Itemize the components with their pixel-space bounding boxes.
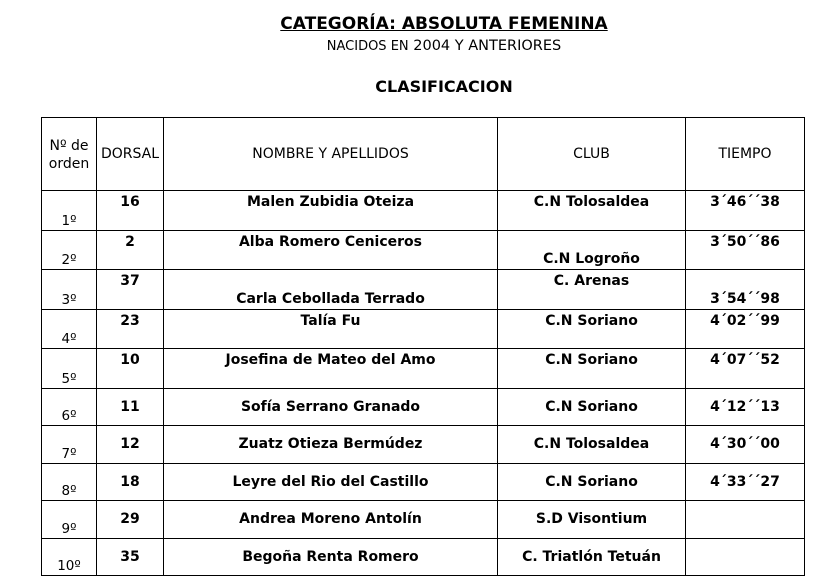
cell-tiempo xyxy=(686,501,805,539)
cell-dorsal: 12 xyxy=(97,426,164,464)
table-row xyxy=(42,388,805,426)
subtitle-prefix: NACIDOS EN xyxy=(326,39,409,54)
cell-dorsal: 37 xyxy=(97,270,164,310)
cell-tiempo: 3´50´´86 xyxy=(686,230,805,270)
cell-nombre: Andrea Moreno Antolín xyxy=(164,501,498,539)
cell-tiempo xyxy=(686,538,805,576)
cell-club: C.N Logroño xyxy=(498,230,686,270)
cell-nombre: Leyre del Rio del Castillo xyxy=(164,463,498,501)
table-row xyxy=(42,270,805,310)
table-row xyxy=(42,191,805,231)
cell-tiempo: 4´33´´27 xyxy=(686,463,805,501)
cell-nombre: Zuatz Otieza Bermúdez xyxy=(164,426,498,464)
cell-nombre: Talía Fu xyxy=(164,309,498,349)
category-subtitle xyxy=(0,38,840,54)
col-header-nombre: NOMBRE Y APELLIDOS xyxy=(164,118,498,191)
cell-club: C.N Tolosaldea xyxy=(498,426,686,464)
subtitle-suffix: Y ANTERIORES xyxy=(454,38,562,54)
results-table xyxy=(41,117,805,576)
table-row xyxy=(42,501,805,539)
col-header-tiempo: TIEMPO xyxy=(686,118,805,191)
cell-nombre: Carla Cebollada Terrado xyxy=(164,270,498,310)
cell-club: C.N Soriano xyxy=(498,349,686,389)
cell-club: S.D Visontium xyxy=(498,501,686,539)
cell-dorsal: 11 xyxy=(97,388,164,426)
cell-dorsal: 16 xyxy=(97,191,164,231)
cell-tiempo: 4´12´´13 xyxy=(686,388,805,426)
col-header-orden-line1: Nº de xyxy=(49,138,89,154)
subtitle-year: 2004 xyxy=(413,38,451,54)
cell-orden: 7º xyxy=(42,426,97,464)
cell-tiempo: 3´46´´38 xyxy=(686,191,805,231)
cell-tiempo: 3´54´´98 xyxy=(686,270,805,310)
col-header-orden-line2: orden xyxy=(48,156,90,172)
cell-orden: 3º xyxy=(42,270,97,310)
cell-dorsal: 23 xyxy=(97,309,164,349)
col-header-dorsal: DORSAL xyxy=(97,118,164,191)
category-title: CATEGORÍA: ABSOLUTA FEMENINA xyxy=(280,14,608,34)
cell-orden: 9º xyxy=(42,501,97,539)
cell-nombre: Malen Zubidia Oteiza xyxy=(164,191,498,231)
cell-dorsal: 35 xyxy=(97,538,164,576)
table-row xyxy=(42,230,805,270)
table-row xyxy=(42,349,805,389)
cell-nombre: Begoña Renta Romero xyxy=(164,538,498,576)
col-header-orden xyxy=(42,118,97,191)
cell-dorsal: 10 xyxy=(97,349,164,389)
cell-nombre: Josefina de Mateo del Amo xyxy=(164,349,498,389)
cell-orden: 8º xyxy=(42,463,97,501)
cell-club: C. Arenas xyxy=(498,270,686,310)
cell-club: C.N Soriano xyxy=(498,463,686,501)
cell-dorsal: 29 xyxy=(97,501,164,539)
table-row xyxy=(42,309,805,349)
cell-tiempo: 4´30´´00 xyxy=(686,426,805,464)
cell-orden: 1º xyxy=(42,191,97,231)
cell-tiempo: 4´02´´99 xyxy=(686,309,805,349)
cell-orden: 5º xyxy=(42,349,97,389)
cell-tiempo: 4´07´´52 xyxy=(686,349,805,389)
cell-club: C.N Soriano xyxy=(498,388,686,426)
cell-nombre: Sofía Serrano Granado xyxy=(164,388,498,426)
section-heading: CLASIFICACION xyxy=(375,77,513,96)
cell-dorsal: 18 xyxy=(97,463,164,501)
table-row xyxy=(42,463,805,501)
cell-nombre: Alba Romero Ceniceros xyxy=(164,230,498,270)
cell-club: C.N Tolosaldea xyxy=(498,191,686,231)
cell-club: C. Triatlón Tetuán xyxy=(498,538,686,576)
cell-dorsal: 2 xyxy=(97,230,164,270)
table-row xyxy=(42,538,805,576)
cell-orden: 6º xyxy=(42,388,97,426)
cell-orden: 2º xyxy=(42,230,97,270)
table-row xyxy=(42,426,805,464)
cell-club: C.N Soriano xyxy=(498,309,686,349)
cell-orden: 4º xyxy=(42,309,97,349)
table-header-row xyxy=(42,118,805,191)
cell-orden: 10º xyxy=(42,538,97,576)
col-header-club: CLUB xyxy=(498,118,686,191)
